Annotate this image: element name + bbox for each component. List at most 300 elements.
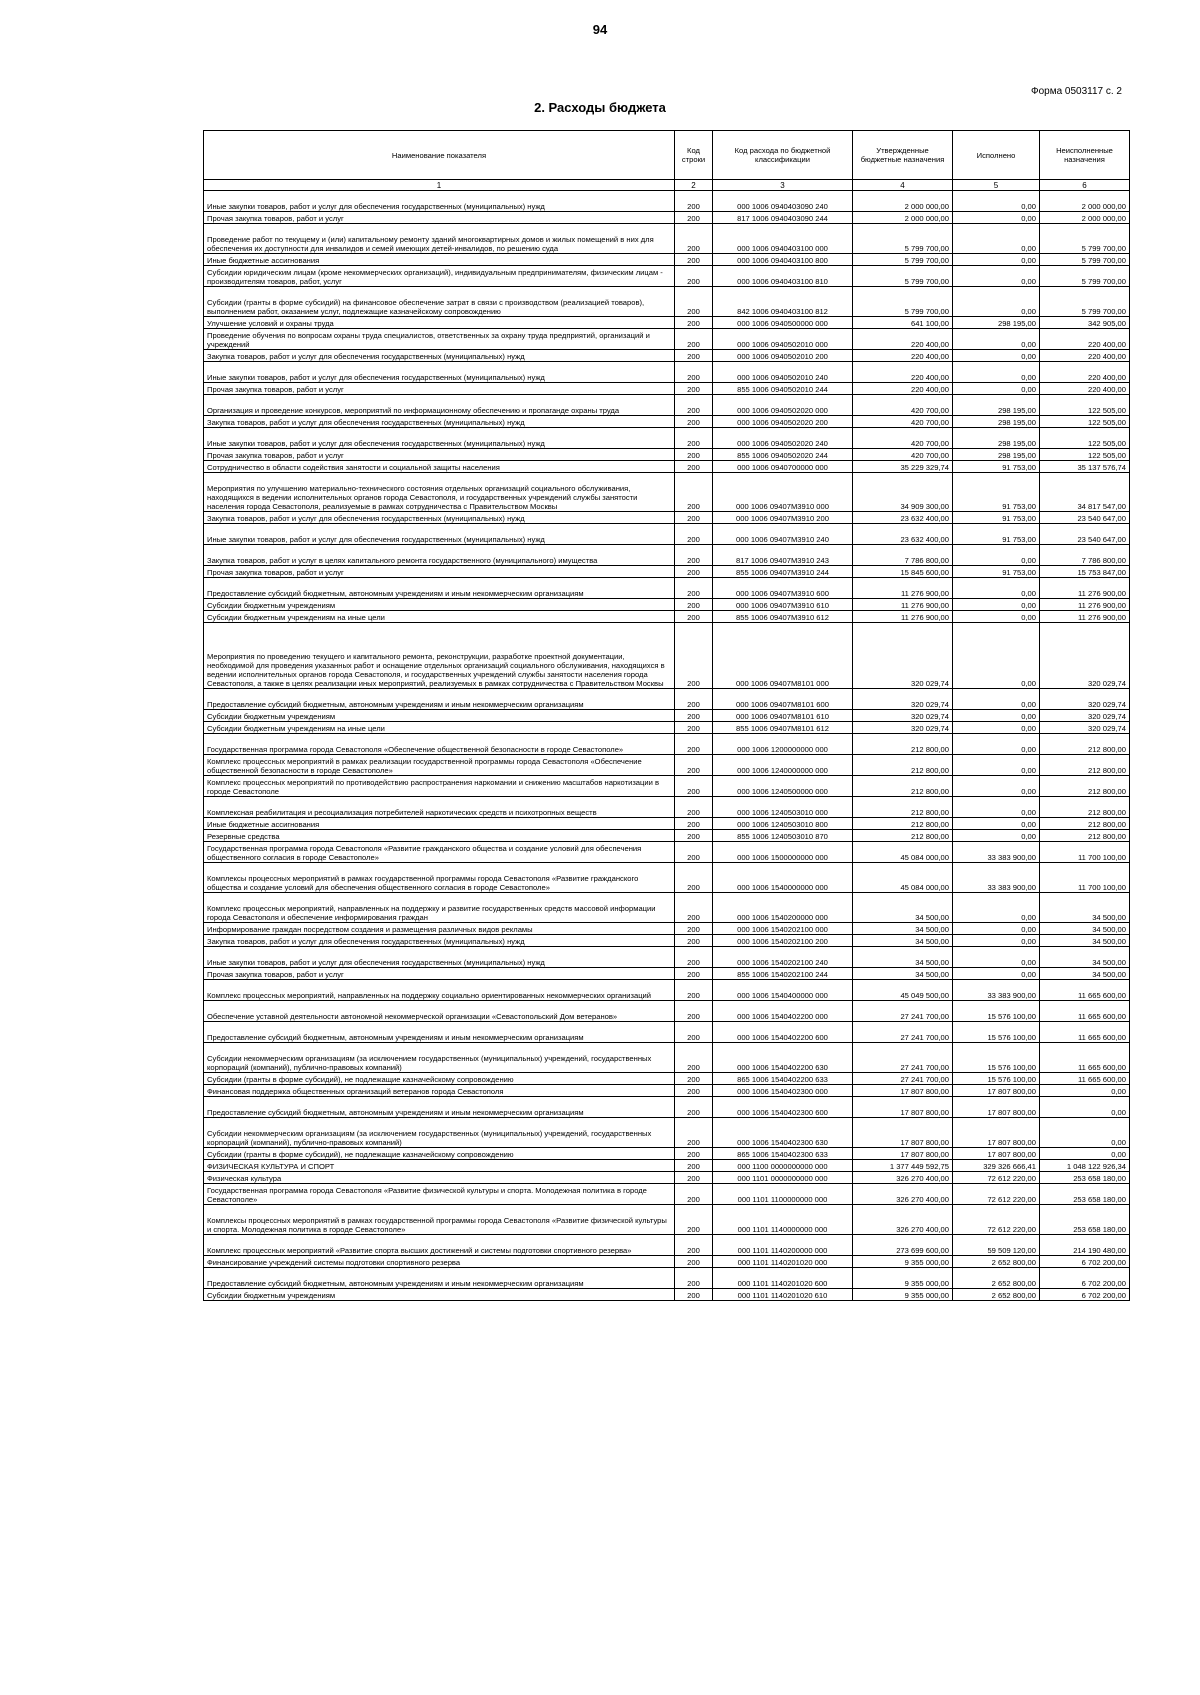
- row-name: Субсидии некоммерческим организациям (за исключением государственных (муниципальных) учреждений, государственных корпораций (компаний), публично-правовых компаний): [204, 1118, 675, 1148]
- row-approved: 34 500,00: [853, 968, 953, 980]
- row-name: Комплексная реабилитация и ресоциализация потребителей наркотических средств и психотропных веществ: [204, 797, 675, 818]
- row-approved: 320 029,74: [853, 623, 953, 689]
- row-unexecuted: 2 000 000,00: [1040, 212, 1130, 224]
- table-row: [204, 1118, 1130, 1148]
- row-line-code: 200: [675, 1184, 713, 1205]
- table-row: [204, 755, 1130, 776]
- row-budget-code: 000 1006 09407М3910 200: [713, 512, 853, 524]
- table-row: [204, 416, 1130, 428]
- row-budget-code: 000 1006 1240500000 000: [713, 776, 853, 797]
- row-line-code: 200: [675, 1022, 713, 1043]
- row-line-code: 200: [675, 863, 713, 893]
- table-row: [204, 461, 1130, 473]
- row-line-code: 200: [675, 428, 713, 449]
- col-number: 6: [1040, 180, 1130, 191]
- row-approved: 27 241 700,00: [853, 1022, 953, 1043]
- row-line-code: 200: [675, 1001, 713, 1022]
- row-unexecuted: 35 137 576,74: [1040, 461, 1130, 473]
- row-unexecuted: 320 029,74: [1040, 722, 1130, 734]
- row-line-code: 200: [675, 1085, 713, 1097]
- table-row: [204, 1256, 1130, 1268]
- row-approved: 5 799 700,00: [853, 287, 953, 317]
- table-row: [204, 923, 1130, 935]
- row-budget-code: 000 1006 09407М8101 000: [713, 623, 853, 689]
- row-approved: 220 400,00: [853, 362, 953, 383]
- table-row: [204, 362, 1130, 383]
- row-budget-code: 000 1006 1240000000 000: [713, 755, 853, 776]
- row-budget-code: 000 1101 0000000000 000: [713, 1172, 853, 1184]
- table-row: [204, 611, 1130, 623]
- table-row: [204, 797, 1130, 818]
- row-budget-code: 000 1006 1540402300 600: [713, 1097, 853, 1118]
- row-approved: 35 229 329,74: [853, 461, 953, 473]
- row-executed: 91 753,00: [953, 566, 1040, 578]
- row-budget-code: 000 1006 0940500000 000: [713, 317, 853, 329]
- row-executed: 0,00: [953, 545, 1040, 566]
- row-name: Предоставление субсидий бюджетным, автономным учреждениям и иным некоммерческим организациям: [204, 1268, 675, 1289]
- row-name: Предоставление субсидий бюджетным, автономным учреждениям и иным некоммерческим организациям: [204, 1097, 675, 1118]
- row-budget-code: 000 1006 1540202100 000: [713, 923, 853, 935]
- table-row: [204, 1268, 1130, 1289]
- row-executed: 0,00: [953, 383, 1040, 395]
- row-executed: 17 807 800,00: [953, 1148, 1040, 1160]
- row-unexecuted: 34 500,00: [1040, 947, 1130, 968]
- row-budget-code: 855 1006 0940502010 244: [713, 383, 853, 395]
- row-approved: 34 500,00: [853, 923, 953, 935]
- row-unexecuted: 220 400,00: [1040, 350, 1130, 362]
- expenses-table: [203, 130, 1130, 1301]
- row-unexecuted: 11 700 100,00: [1040, 863, 1130, 893]
- row-budget-code: 000 1006 09407М8101 610: [713, 710, 853, 722]
- row-name: Прочая закупка товаров, работ и услуг: [204, 212, 675, 224]
- row-unexecuted: 11 665 600,00: [1040, 980, 1130, 1001]
- table-row: [204, 893, 1130, 923]
- row-line-code: 200: [675, 623, 713, 689]
- row-executed: 298 195,00: [953, 416, 1040, 428]
- row-name: Финансовая поддержка общественных организаций ветеранов города Севастополя: [204, 1085, 675, 1097]
- row-name: Улучшение условий и охраны труда: [204, 317, 675, 329]
- row-executed: 17 807 800,00: [953, 1118, 1040, 1148]
- row-approved: 7 786 800,00: [853, 545, 953, 566]
- row-budget-code: 000 1006 09407М3910 610: [713, 599, 853, 611]
- row-name: Государственная программа города Севастополя «Развитие гражданского общества и создание условий для обеспечения общественного согласия в городе Севастополе»: [204, 842, 675, 863]
- row-line-code: 200: [675, 968, 713, 980]
- row-unexecuted: 320 029,74: [1040, 710, 1130, 722]
- row-line-code: 200: [675, 1256, 713, 1268]
- row-approved: 23 632 400,00: [853, 524, 953, 545]
- row-name: Финансирование учреждений системы подготовки спортивного резерва: [204, 1256, 675, 1268]
- table-header-row: [204, 131, 1130, 180]
- row-executed: 17 807 800,00: [953, 1085, 1040, 1097]
- row-line-code: 200: [675, 830, 713, 842]
- table-row: [204, 968, 1130, 980]
- row-executed: 0,00: [953, 968, 1040, 980]
- table-row: [204, 266, 1130, 287]
- row-approved: 212 800,00: [853, 797, 953, 818]
- row-budget-code: 000 1006 0940403090 240: [713, 191, 853, 212]
- row-name: Субсидии бюджетным учреждениям: [204, 710, 675, 722]
- row-executed: 0,00: [953, 191, 1040, 212]
- row-executed: 0,00: [953, 830, 1040, 842]
- table-body: [204, 191, 1130, 1301]
- row-line-code: 200: [675, 566, 713, 578]
- row-budget-code: 000 1006 1540402200 000: [713, 1001, 853, 1022]
- row-budget-code: 855 1006 09407М3910 612: [713, 611, 853, 623]
- row-name: Мероприятия по проведению текущего и капитального ремонта, реконструкции, разработке проектной документации, необходимой для проведения указанных работ и оснащение отдельных организаций социального обслуживания, находящихся в ведении исполнительных органов города Севастополя, и государственных учреждений службы занятости населения города Севастополя, а также в целях реализации иных мероприятий, реализуемых в рамках сотрудничества с Правительством Москвы: [204, 623, 675, 689]
- row-line-code: 200: [675, 416, 713, 428]
- row-line-code: 200: [675, 797, 713, 818]
- row-line-code: 200: [675, 776, 713, 797]
- row-name: Субсидии бюджетным учреждениям: [204, 1289, 675, 1301]
- table-row: [204, 734, 1130, 755]
- row-executed: 91 753,00: [953, 512, 1040, 524]
- row-unexecuted: 212 800,00: [1040, 755, 1130, 776]
- row-unexecuted: 34 500,00: [1040, 893, 1130, 923]
- table-row: [204, 428, 1130, 449]
- row-approved: 17 807 800,00: [853, 1148, 953, 1160]
- row-executed: 72 612 220,00: [953, 1172, 1040, 1184]
- col-number: 1: [204, 180, 675, 191]
- row-name: Обеспечение уставной деятельности автономной некоммерческой организации «Севастопольский Дом ветеранов»: [204, 1001, 675, 1022]
- row-executed: 0,00: [953, 797, 1040, 818]
- row-unexecuted: 122 505,00: [1040, 395, 1130, 416]
- row-budget-code: 000 1006 0940502020 200: [713, 416, 853, 428]
- row-budget-code: 000 1006 1240503010 800: [713, 818, 853, 830]
- row-budget-code: 855 1006 0940502020 244: [713, 449, 853, 461]
- row-budget-code: 000 1101 1100000000 000: [713, 1184, 853, 1205]
- row-unexecuted: 0,00: [1040, 1097, 1130, 1118]
- row-executed: 298 195,00: [953, 428, 1040, 449]
- row-line-code: 200: [675, 524, 713, 545]
- row-approved: 212 800,00: [853, 755, 953, 776]
- row-name: Субсидии (гранты в форме субсидий), не подлежащие казначейскому сопровождению: [204, 1073, 675, 1085]
- table-row: [204, 830, 1130, 842]
- row-name: Субсидии юридическим лицам (кроме некоммерческих организаций), индивидуальным предпринимателям, физическим лицам - производителям товаров, работ, услуг: [204, 266, 675, 287]
- row-unexecuted: 15 753 847,00: [1040, 566, 1130, 578]
- row-unexecuted: 122 505,00: [1040, 449, 1130, 461]
- row-budget-code: 000 1006 1540202100 240: [713, 947, 853, 968]
- table-row: [204, 254, 1130, 266]
- row-unexecuted: 5 799 700,00: [1040, 254, 1130, 266]
- row-budget-code: 000 1006 0940403100 800: [713, 254, 853, 266]
- row-executed: 72 612 220,00: [953, 1184, 1040, 1205]
- row-unexecuted: 6 702 200,00: [1040, 1268, 1130, 1289]
- row-unexecuted: 5 799 700,00: [1040, 266, 1130, 287]
- row-line-code: 200: [675, 818, 713, 830]
- row-approved: 27 241 700,00: [853, 1073, 953, 1085]
- row-executed: 0,00: [953, 935, 1040, 947]
- table-row: [204, 1073, 1130, 1085]
- row-unexecuted: 122 505,00: [1040, 428, 1130, 449]
- row-budget-code: 000 1006 1240503010 000: [713, 797, 853, 818]
- table-row: [204, 578, 1130, 599]
- row-name: Предоставление субсидий бюджетным, автономным учреждениям и иным некоммерческим организациям: [204, 1022, 675, 1043]
- row-executed: 0,00: [953, 287, 1040, 317]
- table-row: [204, 842, 1130, 863]
- row-unexecuted: 11 276 900,00: [1040, 578, 1130, 599]
- table-row: [204, 212, 1130, 224]
- row-name: Субсидии некоммерческим организациям (за исключением государственных (муниципальных) учреждений, государственных корпораций (компаний), публично-правовых компаний): [204, 1043, 675, 1073]
- row-approved: 320 029,74: [853, 710, 953, 722]
- table-row: [204, 449, 1130, 461]
- row-unexecuted: 212 800,00: [1040, 797, 1130, 818]
- row-unexecuted: 6 702 200,00: [1040, 1256, 1130, 1268]
- row-approved: 420 700,00: [853, 428, 953, 449]
- table-row: [204, 395, 1130, 416]
- row-line-code: 200: [675, 689, 713, 710]
- page-number: 94: [592, 22, 608, 37]
- row-line-code: 200: [675, 722, 713, 734]
- table-row: [204, 287, 1130, 317]
- row-executed: 298 195,00: [953, 317, 1040, 329]
- row-unexecuted: 320 029,74: [1040, 623, 1130, 689]
- row-name: Государственная программа города Севастополя «Развитие физической культуры и спорта. Молодежная политика в городе Севастополе»: [204, 1184, 675, 1205]
- row-name: Предоставление субсидий бюджетным, автономным учреждениям и иным некоммерческим организациям: [204, 689, 675, 710]
- row-budget-code: 000 1006 1540400000 000: [713, 980, 853, 1001]
- row-name: Комплекс процессных мероприятий «Развитие спорта высших достижений и системы подготовки спортивного резерва»: [204, 1235, 675, 1256]
- row-unexecuted: 0,00: [1040, 1148, 1130, 1160]
- row-approved: 212 800,00: [853, 830, 953, 842]
- row-budget-code: 000 1101 1140000000 000: [713, 1205, 853, 1235]
- row-unexecuted: 0,00: [1040, 1085, 1130, 1097]
- row-name: Организация и проведение конкурсов, мероприятий по информационному обеспечению и пропаганде охраны труда: [204, 395, 675, 416]
- row-approved: 212 800,00: [853, 734, 953, 755]
- row-approved: 220 400,00: [853, 329, 953, 350]
- row-approved: 2 000 000,00: [853, 212, 953, 224]
- row-budget-code: 865 1006 1540402300 633: [713, 1148, 853, 1160]
- col-header-executed: Исполнено: [953, 131, 1040, 180]
- row-name: Иные закупки товаров, работ и услуг для обеспечения государственных (муниципальных) нужд: [204, 191, 675, 212]
- row-line-code: 200: [675, 734, 713, 755]
- table-row: [204, 776, 1130, 797]
- row-unexecuted: 11 276 900,00: [1040, 611, 1130, 623]
- row-name: Иные закупки товаров, работ и услуг для обеспечения государственных (муниципальных) нужд: [204, 428, 675, 449]
- table-row: [204, 722, 1130, 734]
- row-unexecuted: 23 540 647,00: [1040, 524, 1130, 545]
- row-unexecuted: 11 665 600,00: [1040, 1022, 1130, 1043]
- row-executed: 0,00: [953, 689, 1040, 710]
- row-approved: 212 800,00: [853, 776, 953, 797]
- row-line-code: 200: [675, 449, 713, 461]
- table-row: [204, 1085, 1130, 1097]
- row-executed: 0,00: [953, 599, 1040, 611]
- row-unexecuted: 1 048 122 926,34: [1040, 1160, 1130, 1172]
- row-name: Информирование граждан посредством создания и размещения различных видов рекламы: [204, 923, 675, 935]
- row-budget-code: 855 1006 09407М3910 244: [713, 566, 853, 578]
- row-executed: 0,00: [953, 755, 1040, 776]
- row-line-code: 200: [675, 1172, 713, 1184]
- row-budget-code: 000 1006 0940700000 000: [713, 461, 853, 473]
- row-budget-code: 000 1006 1540402300 000: [713, 1085, 853, 1097]
- row-approved: 212 800,00: [853, 818, 953, 830]
- row-unexecuted: 212 800,00: [1040, 830, 1130, 842]
- row-name: Закупка товаров, работ и услуг для обеспечения государственных (муниципальных) нужд: [204, 512, 675, 524]
- row-approved: 34 500,00: [853, 893, 953, 923]
- row-name: Закупка товаров, работ и услуг для обеспечения государственных (муниципальных) нужд: [204, 350, 675, 362]
- row-executed: 72 612 220,00: [953, 1205, 1040, 1235]
- row-line-code: 200: [675, 461, 713, 473]
- table-row: [204, 599, 1130, 611]
- row-unexecuted: 320 029,74: [1040, 689, 1130, 710]
- row-unexecuted: 11 276 900,00: [1040, 599, 1130, 611]
- row-line-code: 200: [675, 350, 713, 362]
- row-line-code: 200: [675, 317, 713, 329]
- row-approved: 45 084 000,00: [853, 842, 953, 863]
- row-budget-code: 000 1006 09407М8101 600: [713, 689, 853, 710]
- row-approved: 17 807 800,00: [853, 1085, 953, 1097]
- row-approved: 11 276 900,00: [853, 599, 953, 611]
- row-approved: 9 355 000,00: [853, 1256, 953, 1268]
- table-row: [204, 1001, 1130, 1022]
- row-approved: 326 270 400,00: [853, 1184, 953, 1205]
- row-line-code: 200: [675, 578, 713, 599]
- row-budget-code: 000 1006 09407М3910 600: [713, 578, 853, 599]
- table-row: [204, 710, 1130, 722]
- row-unexecuted: 212 800,00: [1040, 776, 1130, 797]
- row-budget-code: 000 1006 0940502020 000: [713, 395, 853, 416]
- row-approved: 34 500,00: [853, 935, 953, 947]
- row-approved: 326 270 400,00: [853, 1205, 953, 1235]
- row-approved: 34 909 300,00: [853, 473, 953, 512]
- table-row: [204, 191, 1130, 212]
- row-name: Предоставление субсидий бюджетным, автономным учреждениям и иным некоммерческим организациям: [204, 578, 675, 599]
- row-budget-code: 855 1006 1540202100 244: [713, 968, 853, 980]
- row-approved: 27 241 700,00: [853, 1001, 953, 1022]
- row-line-code: 200: [675, 1289, 713, 1301]
- form-code: Форма 0503117 с. 2: [1030, 86, 1122, 97]
- table-row: [204, 473, 1130, 512]
- row-approved: 320 029,74: [853, 722, 953, 734]
- row-executed: 33 383 900,00: [953, 980, 1040, 1001]
- table-row: [204, 566, 1130, 578]
- row-approved: 420 700,00: [853, 416, 953, 428]
- row-approved: 5 799 700,00: [853, 266, 953, 287]
- row-line-code: 200: [675, 1235, 713, 1256]
- row-executed: 0,00: [953, 947, 1040, 968]
- col-number: 5: [953, 180, 1040, 191]
- col-number: 2: [675, 180, 713, 191]
- row-name: ФИЗИЧЕСКАЯ КУЛЬТУРА И СПОРТ: [204, 1160, 675, 1172]
- row-budget-code: 000 1006 1200000000 000: [713, 734, 853, 755]
- row-budget-code: 000 1101 1140201020 600: [713, 1268, 853, 1289]
- row-executed: 0,00: [953, 776, 1040, 797]
- row-approved: 45 084 000,00: [853, 863, 953, 893]
- row-line-code: 200: [675, 191, 713, 212]
- table-row: [204, 1289, 1130, 1301]
- row-executed: 15 576 100,00: [953, 1043, 1040, 1073]
- row-approved: 9 355 000,00: [853, 1268, 953, 1289]
- table-row: [204, 1172, 1130, 1184]
- row-name: Государственная программа города Севастополя «Обеспечение общественной безопасности в городе Севастополе»: [204, 734, 675, 755]
- row-executed: 0,00: [953, 224, 1040, 254]
- row-approved: 17 807 800,00: [853, 1097, 953, 1118]
- row-unexecuted: 253 658 180,00: [1040, 1184, 1130, 1205]
- row-budget-code: 000 1006 1540202100 200: [713, 935, 853, 947]
- row-executed: 91 753,00: [953, 524, 1040, 545]
- row-name: Резервные средства: [204, 830, 675, 842]
- row-name: Комплекс процессных мероприятий в рамках реализации государственной программы города Севастополя «Обеспечение общественной безопасности в городе Севастополе»: [204, 755, 675, 776]
- row-executed: 33 383 900,00: [953, 842, 1040, 863]
- row-executed: 0,00: [953, 623, 1040, 689]
- row-name: Иные бюджетные ассигнования: [204, 818, 675, 830]
- row-line-code: 200: [675, 1205, 713, 1235]
- row-budget-code: 000 1006 0940502020 240: [713, 428, 853, 449]
- row-unexecuted: 212 800,00: [1040, 818, 1130, 830]
- row-name: Закупка товаров, работ и услуг для обеспечения государственных (муниципальных) нужд: [204, 935, 675, 947]
- row-budget-code: 000 1006 1540402300 630: [713, 1118, 853, 1148]
- row-unexecuted: 11 665 600,00: [1040, 1073, 1130, 1085]
- col-header-name: Наименование показателя: [204, 131, 675, 180]
- row-unexecuted: 212 800,00: [1040, 734, 1130, 755]
- row-approved: 273 699 600,00: [853, 1235, 953, 1256]
- row-approved: 320 029,74: [853, 689, 953, 710]
- row-unexecuted: 253 658 180,00: [1040, 1205, 1130, 1235]
- row-line-code: 200: [675, 224, 713, 254]
- row-name: Иные бюджетные ассигнования: [204, 254, 675, 266]
- row-line-code: 200: [675, 395, 713, 416]
- table-row: [204, 512, 1130, 524]
- row-name: Комплекс процессных мероприятий, направленных на поддержку социально ориентированных некоммерческих организаций: [204, 980, 675, 1001]
- row-executed: 0,00: [953, 254, 1040, 266]
- row-line-code: 200: [675, 512, 713, 524]
- row-executed: 0,00: [953, 722, 1040, 734]
- row-executed: 33 383 900,00: [953, 863, 1040, 893]
- row-executed: 2 652 800,00: [953, 1268, 1040, 1289]
- row-approved: 17 807 800,00: [853, 1118, 953, 1148]
- table-row: [204, 818, 1130, 830]
- column-number-row: [204, 180, 1130, 191]
- row-budget-code: 000 1006 1500000000 000: [713, 842, 853, 863]
- col-number: 4: [853, 180, 953, 191]
- row-executed: 0,00: [953, 578, 1040, 599]
- row-executed: 59 509 120,00: [953, 1235, 1040, 1256]
- row-unexecuted: 214 190 480,00: [1040, 1235, 1130, 1256]
- row-unexecuted: 220 400,00: [1040, 329, 1130, 350]
- row-name: Иные закупки товаров, работ и услуг для обеспечения государственных (муниципальных) нужд: [204, 362, 675, 383]
- row-unexecuted: 122 505,00: [1040, 416, 1130, 428]
- table-row: [204, 1043, 1130, 1073]
- row-unexecuted: 34 817 547,00: [1040, 473, 1130, 512]
- table-row: [204, 1148, 1130, 1160]
- row-name: Комплексы процессных мероприятий в рамках государственной программы города Севастополя «Развитие физической культуры и спорта. Молодежная политика в городе Севастополе»: [204, 1205, 675, 1235]
- row-name: Закупка товаров, работ и услуг для обеспечения государственных (муниципальных) нужд: [204, 416, 675, 428]
- row-budget-code: 000 1006 09407М3910 000: [713, 473, 853, 512]
- row-approved: 27 241 700,00: [853, 1043, 953, 1073]
- row-unexecuted: 220 400,00: [1040, 362, 1130, 383]
- row-line-code: 200: [675, 1073, 713, 1085]
- row-name: Прочая закупка товаров, работ и услуг: [204, 383, 675, 395]
- row-name: Иные закупки товаров, работ и услуг для обеспечения государственных (муниципальных) нужд: [204, 524, 675, 545]
- row-budget-code: 855 1006 09407М8101 612: [713, 722, 853, 734]
- col-header-unexecuted: Неисполненные назначения: [1040, 131, 1130, 180]
- row-name: Субсидии бюджетным учреждениям на иные цели: [204, 722, 675, 734]
- row-approved: 641 100,00: [853, 317, 953, 329]
- row-name: Иные закупки товаров, работ и услуг для обеспечения государственных (муниципальных) нужд: [204, 947, 675, 968]
- row-executed: 0,00: [953, 893, 1040, 923]
- row-line-code: 200: [675, 362, 713, 383]
- row-executed: 2 652 800,00: [953, 1256, 1040, 1268]
- row-budget-code: 000 1006 1540000000 000: [713, 863, 853, 893]
- row-line-code: 200: [675, 545, 713, 566]
- table-row: [204, 1097, 1130, 1118]
- row-line-code: 200: [675, 923, 713, 935]
- table-row: [204, 863, 1130, 893]
- row-name: Субсидии бюджетным учреждениям: [204, 599, 675, 611]
- row-approved: 2 000 000,00: [853, 191, 953, 212]
- row-approved: 34 500,00: [853, 947, 953, 968]
- table-row: [204, 935, 1130, 947]
- row-name: Проведение обучения по вопросам охраны труда специалистов, ответственных за охрану труда предприятий, организаций и учреждений: [204, 329, 675, 350]
